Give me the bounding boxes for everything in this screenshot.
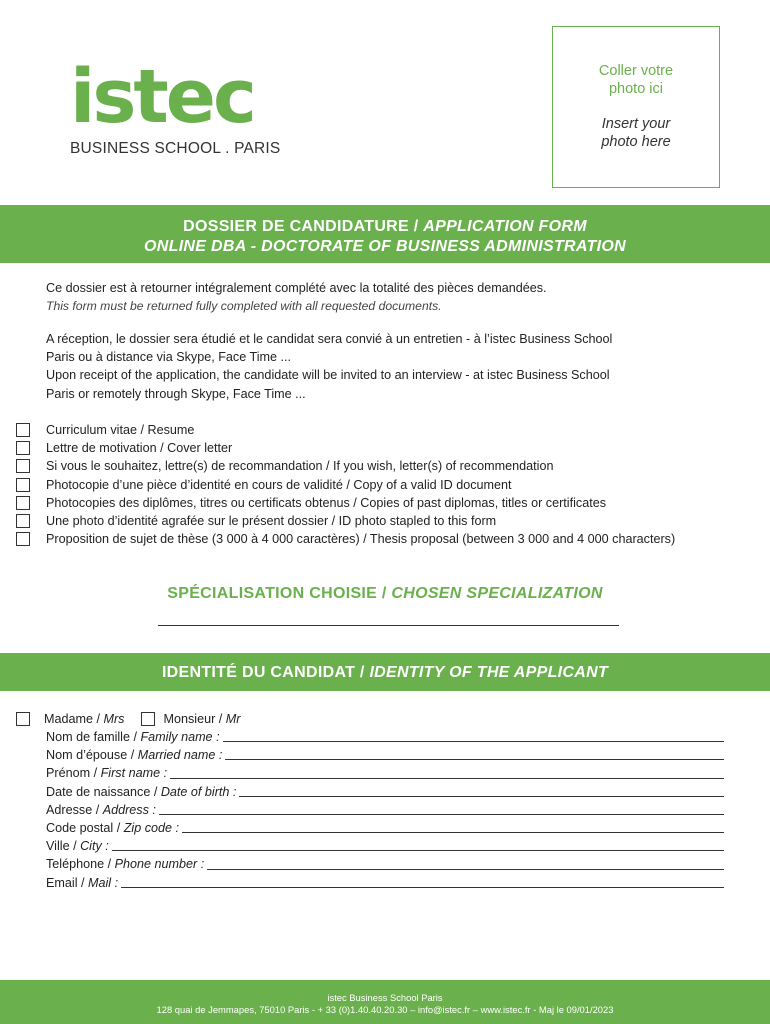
married-name-field (46, 746, 724, 764)
field-label-en: Mail : (88, 875, 119, 890)
field-label (46, 801, 156, 819)
specialization-input-line[interactable] (158, 625, 619, 626)
photo-fr-line2: photo ici (608, 81, 663, 97)
field-label-fr: Date de naissance / (46, 784, 161, 799)
checklist-item (16, 457, 726, 475)
city-field (46, 837, 724, 855)
field-label (46, 837, 109, 855)
gender-selection (16, 710, 716, 728)
checkbox[interactable] (16, 532, 30, 546)
banner-title-fr: DOSSIER DE CANDIDATURE / (183, 218, 424, 235)
monsieur-label-fr: Monsieur / (163, 712, 226, 726)
intro-en: This form must be returned fully completed with all requested documents. (46, 299, 442, 314)
photo-fr-line1: Coller votre (598, 63, 674, 79)
photo-box[interactable] (552, 26, 720, 188)
footer-contact: 128 quai de Jemmapes, 75010 Paris - + 33 (0)1.40.40.20.30 – info@istec.fr – www.istec.fr - Maj le 09/01/2023 (156, 1004, 614, 1015)
field-label (46, 764, 167, 782)
field-label-en: Zip code : (123, 821, 180, 836)
field-label-en: Married name : (137, 748, 223, 763)
logo-subtitle: BUSINESS SCHOOL . PARIS (70, 140, 281, 157)
monsieur-label-en: Mr (225, 712, 241, 726)
field-label (46, 746, 222, 764)
para-fr-2: Paris ou à distance via Skype, Face Time ... (46, 350, 291, 365)
documents-checklist (16, 421, 726, 548)
checklist-label: Curriculum vitae / Resume (46, 423, 195, 437)
field-label-fr: Email / (46, 875, 88, 890)
field-label-fr: Nom d’épouse / (46, 748, 138, 763)
identity-title-fr: IDENTITÉ DU CANDIDAT / (161, 664, 370, 681)
field-label-fr: Teléphone / (46, 857, 115, 872)
identity-title-en: IDENTITY OF THE APPLICANT (369, 664, 609, 681)
specialization-title-en: CHOSEN SPECIALIZATION (391, 585, 603, 602)
phone-field (46, 855, 724, 873)
address-field (46, 801, 724, 819)
field-label-fr: Nom de famille / (46, 730, 141, 744)
first-name-input[interactable] (170, 764, 724, 778)
date-of-birth-input[interactable] (239, 783, 724, 797)
checkbox[interactable] (16, 478, 30, 492)
field-label (46, 728, 220, 746)
intro-text (46, 279, 726, 315)
field-label-fr: Ville / (46, 839, 81, 854)
field-label-en: City : (80, 839, 109, 854)
checkbox[interactable] (16, 441, 30, 455)
checkbox[interactable] (16, 459, 30, 473)
address-input[interactable] (159, 801, 724, 815)
photo-en-line1: Insert your (601, 116, 671, 132)
para-en-2: Paris or remotely through Skype, Face Time ... (46, 386, 306, 401)
zip-code-input[interactable] (182, 819, 724, 833)
checkbox[interactable] (16, 423, 30, 437)
madame-checkbox[interactable] (16, 712, 30, 726)
para-en-1: Upon receipt of the application, the candidate will be invited to an interview - at istec Business School (46, 368, 610, 383)
photo-instruction-en (553, 115, 719, 151)
field-label-en: First name : (100, 766, 168, 781)
specialization-title (0, 585, 770, 603)
application-form-banner (0, 205, 770, 263)
city-input[interactable] (112, 837, 724, 851)
field-label-en: Family name : (140, 730, 220, 744)
logo-wordmark: istec (70, 54, 254, 140)
field-label-fr: Adresse / (46, 802, 103, 817)
checklist-item (16, 421, 726, 439)
identity-fields (46, 728, 724, 892)
intro-fr: Ce dossier est à retourner intégralement complété avec la totalité des pièces demandées. (46, 281, 547, 295)
madame-label-fr: Madame / (44, 712, 104, 726)
checklist-item (16, 494, 726, 512)
first-name-field (46, 764, 724, 782)
checklist-item (16, 512, 726, 530)
footer-school-name: istec Business School Paris (327, 992, 443, 1003)
checklist-label: Photocopies des diplômes, titres ou certificats obtenus / Copies of past diplomas, titles or certificates (46, 495, 606, 510)
zip-code-field (46, 819, 724, 837)
specialization-title-fr: SPÉCIALISATION CHOISIE / (167, 585, 392, 602)
field-label-en: Phone number : (114, 857, 205, 872)
family-name-input[interactable] (223, 728, 724, 742)
photo-instruction-fr (553, 62, 719, 98)
field-label-en: Date of birth : (160, 784, 237, 799)
banner-title (0, 218, 770, 236)
field-label (46, 783, 236, 801)
identity-banner (0, 653, 770, 691)
checklist-label: Si vous le souhaitez, lettre(s) de recommandation / If you wish, letter(s) of recommendation (46, 459, 554, 474)
banner-title-en: APPLICATION FORM (423, 218, 587, 235)
field-label (46, 855, 204, 873)
monsieur-checkbox[interactable] (141, 712, 155, 726)
married-name-input[interactable] (225, 746, 724, 760)
field-label (46, 874, 118, 892)
field-label-en: Address : (102, 802, 156, 817)
checklist-label: Lettre de motivation / Cover letter (46, 441, 233, 456)
checklist-label: Proposition de sujet de thèse (3 000 à 4 000 caractères) / Thesis proposal (between 3 000 and 4 000 characters) (46, 532, 676, 547)
photo-en-line2: photo here (601, 134, 671, 150)
field-label (46, 819, 179, 837)
checkbox[interactable] (16, 514, 30, 528)
family-name-field (46, 728, 724, 746)
field-label-fr: Prénom / (46, 766, 101, 781)
identity-banner-title (0, 664, 770, 682)
para-fr-1: A réception, le dossier sera étudié et le candidat sera convié à un entretien - à l’istec Business School (46, 332, 613, 346)
phone-input[interactable] (207, 855, 724, 869)
checklist-item (16, 439, 726, 457)
footer (0, 980, 770, 1024)
madame-label-en: Mrs (103, 712, 125, 726)
checkbox[interactable] (16, 496, 30, 510)
checklist-label: Photocopie d’une pièce d’identité en cours de validité / Copy of a valid ID document (46, 477, 512, 492)
checklist-item (16, 476, 726, 494)
banner-subtitle: ONLINE DBA - DOCTORATE OF BUSINESS ADMINISTRATION (144, 238, 626, 255)
email-input[interactable] (121, 874, 724, 888)
date-of-birth-field (46, 783, 724, 801)
checklist-item (16, 530, 726, 548)
email-field (46, 874, 724, 892)
interview-paragraph (46, 330, 726, 403)
checklist-label: Une photo d’identité agrafée sur le présent dossier / ID photo stapled to this form (46, 514, 497, 529)
field-label-fr: Code postal / (46, 821, 124, 836)
istec-logo (70, 54, 300, 158)
